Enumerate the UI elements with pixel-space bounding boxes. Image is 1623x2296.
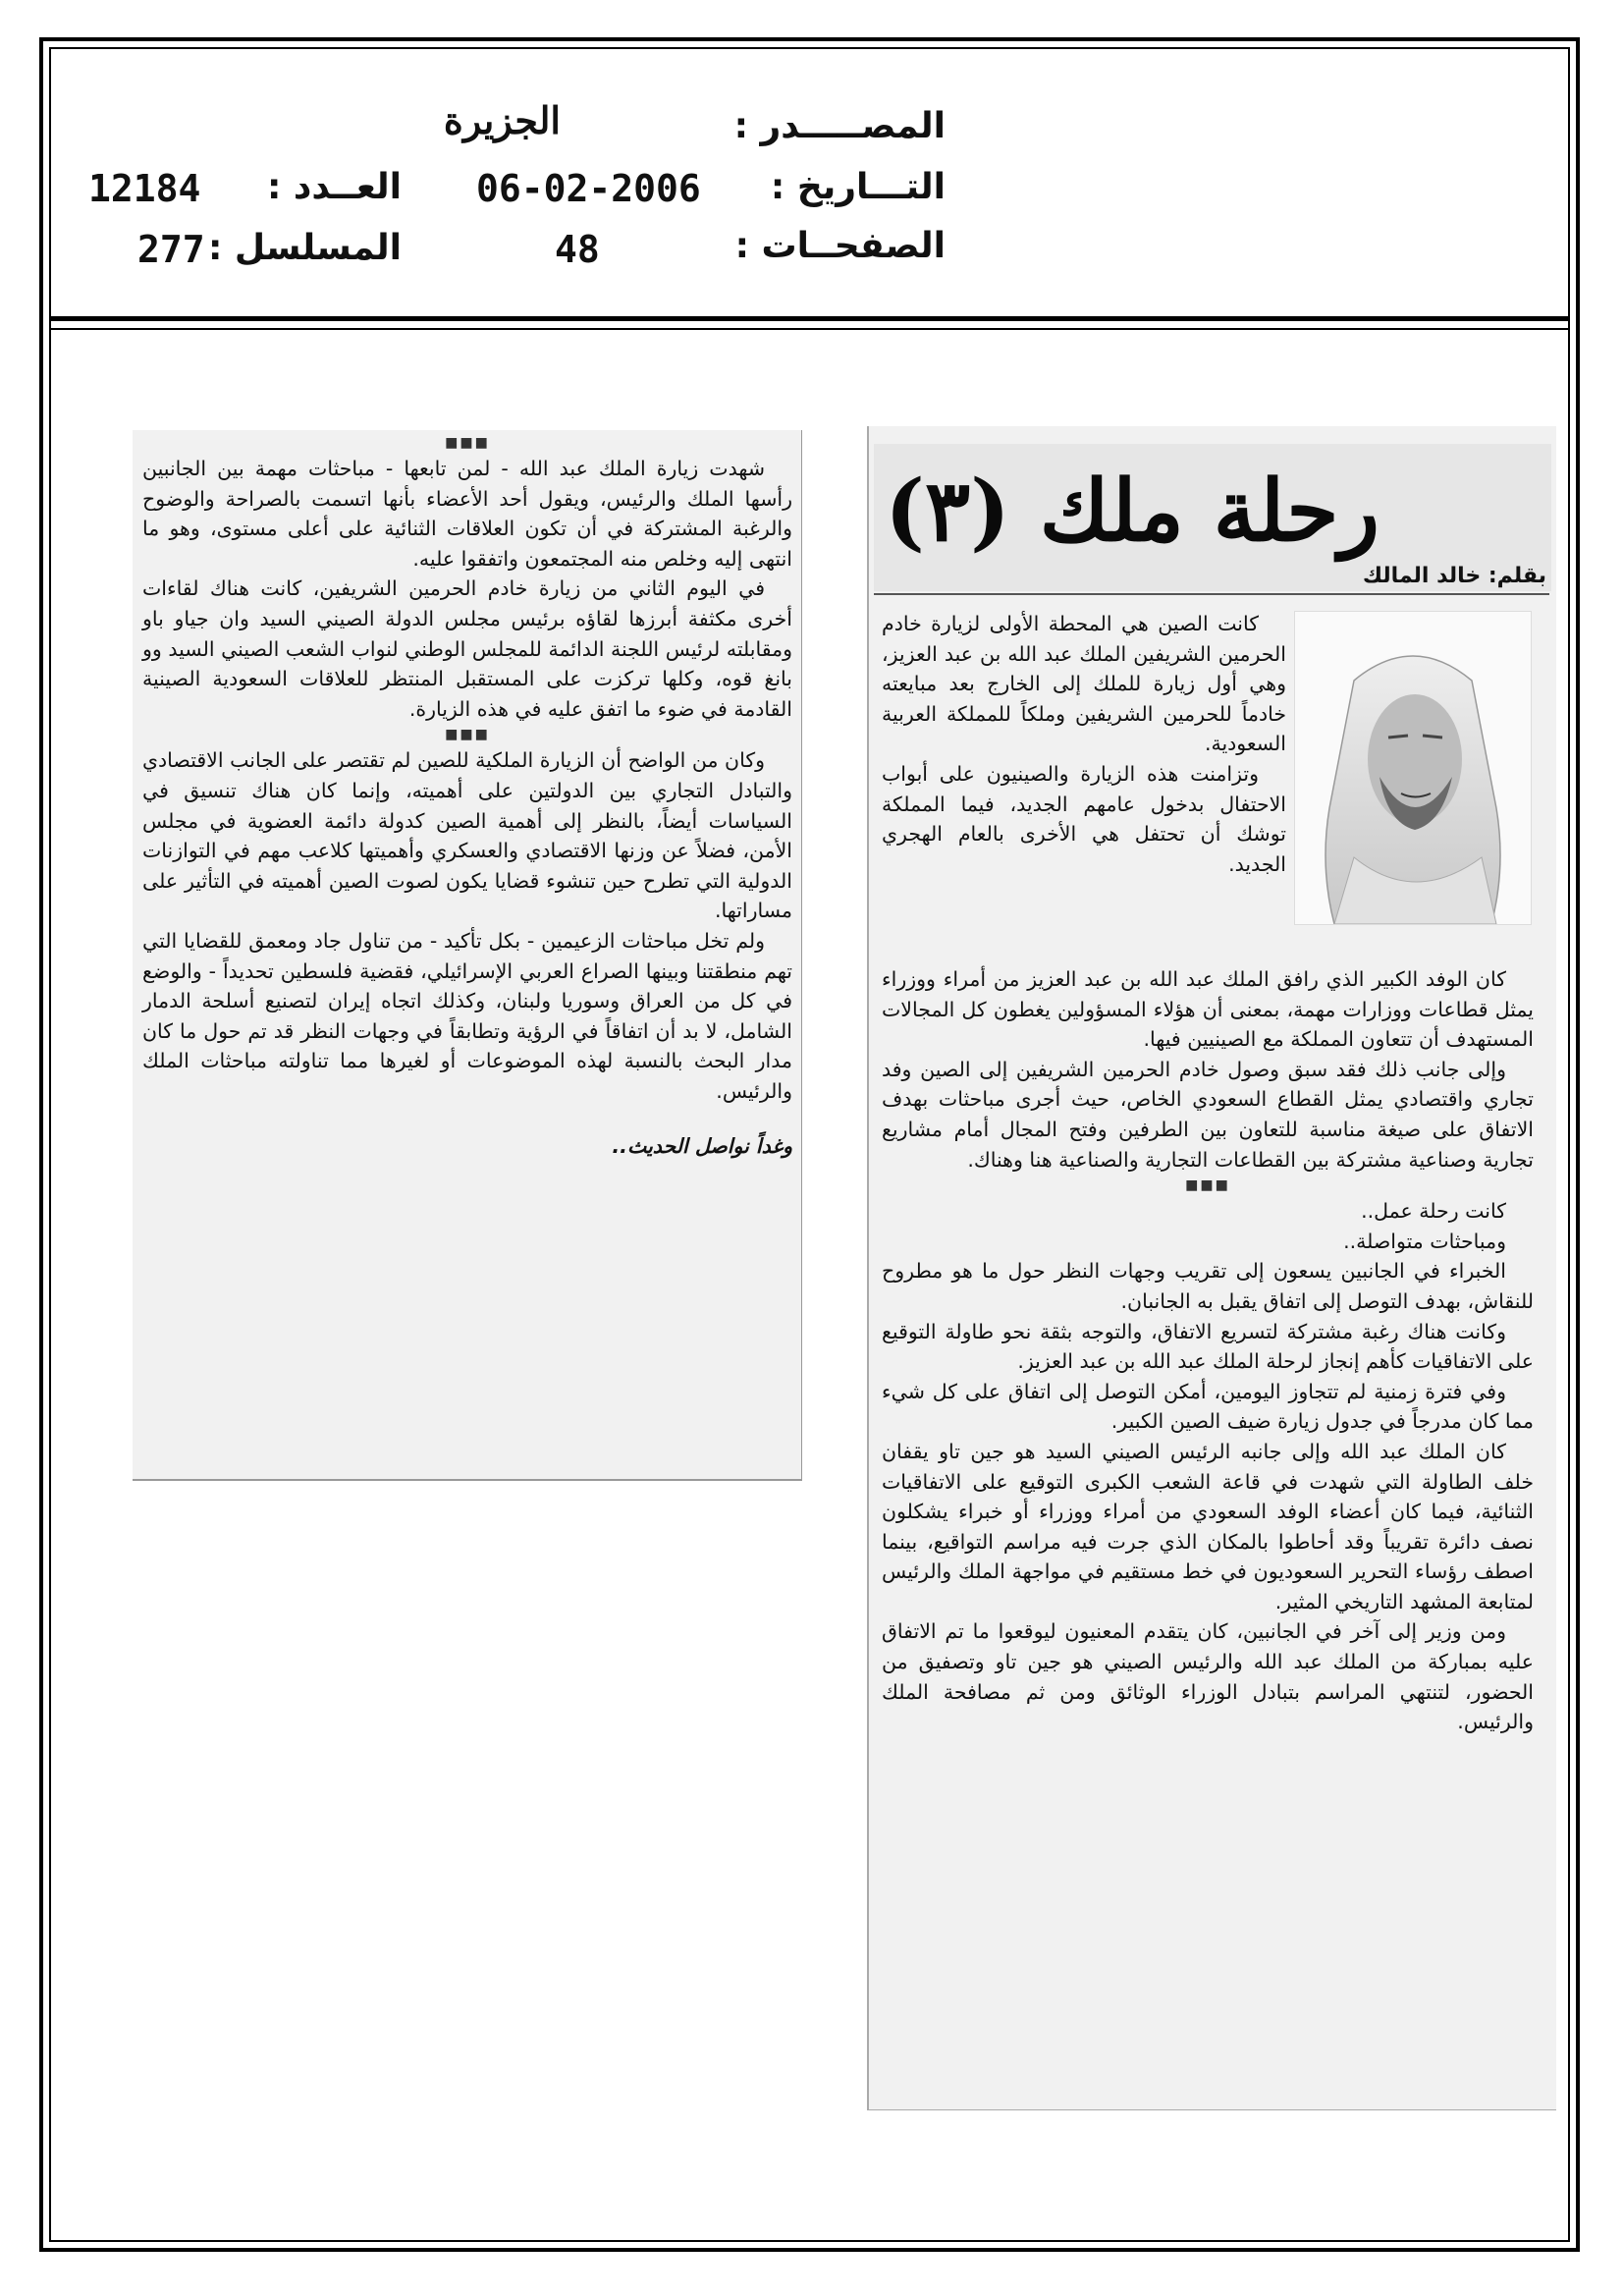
- right-after-paragraph-4: وكانت هناك رغبة مشتركة لتسريع الاتفاق، والتوجه بثقة نحو طاولة التوقيع على الاتفاقيات كأهم إنجاز لرحلة الملك عبد الله بن عبد العزيز.: [882, 1319, 1534, 1374]
- right-after-paragraph-6: كان الملك عبد الله وإلى جانبه الرئيس الصيني السيد هو جين تاو يقفان خلف الطاولة التي شهدت في قاعة الشعب الكبرى التوقيع على الاتفاقيات الثنائية، فيما كان أعضاء الوفد السعودي من أمراء ووزراء أو خبراء يشكلون نصف دائرة تقريباً وقد أحاطوا بالمكان الذي جرت فيه مراسم التواقيع، بينما اصطف رؤساء التحرير السعوديون في خط مستقيم في مواجهة الملك والرئيس لمتابعة المشهد التاريخي المثير.: [882, 1439, 1534, 1613]
- left-column-block: [142, 432, 792, 1162]
- section-separator-left-1: ■■■: [445, 435, 490, 451]
- issue-label: العــدد :: [267, 167, 402, 207]
- date-value: 06-02-2006: [476, 167, 701, 210]
- right-intro-paragraph-1: كانت الصين هي المحطة الأولى لزيارة خادم الحرمين الشريفين الملك عبد الله بن عبد العزيز، وهي أول زيارة للملك إلى الخارج بعد مبايعته خادماً للحرمين الشريفين وملكاً للمملكة العربية السعودية.: [882, 612, 1286, 756]
- author-photo: [1294, 611, 1532, 925]
- source-value: الجزيرة: [443, 98, 561, 142]
- pages-value: 48: [555, 228, 600, 271]
- right-main-paragraph-1: كان الوفد الكبير الذي رافق الملك عبد الله بن عبد العزيز من أمراء ووزراء يمثل قطاعات ووزارات مهمة، بمعنى أن هؤلاء المسؤولين يغطون كل المجالات المستهدف أن تتعاون المملكة مع الصينيين فيها.: [882, 967, 1534, 1052]
- right-intro-paragraph-2: وتزامنت هذه الزيارة والصينيون على أبواب الاحتفال بدخول عامهم الجديد، فيما المملكة توشك أن تحتفل هي الأخرى بالعام الهجري الجديد.: [882, 761, 1286, 876]
- closing-line: وغداً نواصل الحديث..: [612, 1134, 792, 1159]
- right-intro-block: [882, 609, 1286, 879]
- date-label: التـــاريخ :: [770, 167, 946, 207]
- serial-value: 277: [137, 228, 205, 271]
- header-divider: [49, 316, 1570, 321]
- article-byline: بقلم: خالد المالك: [1362, 564, 1546, 588]
- section-separator-right: ■■■: [1185, 1177, 1230, 1194]
- left-paragraph-4: ولم تخل مباحثات الزعيمين - بكل تأكيد - من تناول جاد ومعمق للقضايا التي تهم منطقتنا وبينها الصراع العربي الإسرائيلي، فقضية فلسطين تحديداً - والوضع في كل من العراق وسوريا ولبنان، وكذلك اتجاه إيران لتصنيع أسلحة الدمار الشامل، لا بد أن اتفاقاً في الرؤية وتطابقاً في وجهات النظر قد تم حول ما كان مدار البحث بالنسبة لهذه الموضوعات أو لغيرها مما تناولته مباحثات الملك والرئيس.: [142, 928, 792, 1103]
- right-after-paragraph-7: ومن وزير إلى آخر في الجانبين، كان يتقدم المعنيون ليوقعوا ما تم الاتفاق عليه بمباركة من الملك عبد الله والرئيس الصيني هو جين تاو وتصفيق من الحضور، لتنتهي المراسم بتبادل الوزراء الوثائق ومن ثم مصافحة الملك والرئيس.: [882, 1619, 1534, 1734]
- left-paragraph-3: وكان من الواضح أن الزيارة الملكية للصين لم تقتصر على الجانب الاقتصادي والتبادل التجاري بين الدولتين على أهميته، وإنما كان هناك تنسيق في السياسات أيضاً، بالنظر إلى أهمية الصين كدولة دائمة العضوية في مجلس الأمن، فضلاً عن وزنها الاقتصادي والعسكري وأهميتها كلاعب مهم في التوازنات الدولية التي تطرح حين تنشوء قضايا يكون لصوت الصين أهميته في التأثير على مساراتها.: [142, 748, 792, 923]
- serial-label: المسلسل :: [207, 228, 402, 268]
- author-portrait-illustration: [1295, 612, 1531, 924]
- right-main-paragraph-2: وإلى جانب ذلك فقد سبق وصول خادم الحرمين الشريفين إلى الصين وفد تجاري واقتصادي يمثل القطاع السعودي الخاص، حيث أجرى مباحثات بهدف الاتفاق على صيغة مناسبة للتعاون بين الطرفين وفتح المجال أمام مشاريع تجارية وصناعية مشتركة بين القطاعات التجارية والصناعية هنا وهناك.: [882, 1057, 1534, 1172]
- right-after-paragraph-3: الخبراء في الجانبين يسعون إلى تقريب وجهات النظر حول ما هو مطروح للنقاش، بهدف التوصل إلى اتفاق يقبل به الجانبان.: [882, 1259, 1534, 1313]
- right-main-block: [882, 964, 1534, 1737]
- byline-rule: [874, 593, 1549, 595]
- right-after-paragraph-5: وفي فترة زمنية لم تتجاوز اليومين، أمكن التوصل إلى اتفاق على كل شيء مما كان مدرجاً في جدول زيارة ضيف الصين الكبير.: [882, 1379, 1534, 1434]
- section-separator-left-2: ■■■: [445, 727, 490, 743]
- source-label: المصـــــدر :: [733, 106, 946, 146]
- right-after-line-2: ومباحثات متواصلة..: [1343, 1229, 1506, 1253]
- left-paragraph-1: شهدت زيارة الملك عبد الله - لمن تابعها - مباحثات مهمة بين الجانبين رأسها الملك والرئيس، ويقول أحد الأعضاء بأنها اتسمت بالصراحة والوضوح والرغبة المشتركة في أن تكون العلاقات الثنائية على أعلى مستوى، وهو ما انتهى إليه وخلص منه المجتمعون واتفقوا عليه.: [142, 457, 792, 571]
- right-after-line-1: كانت رحلة عمل..: [1361, 1199, 1506, 1224]
- pages-label: الصفحــات :: [734, 226, 946, 266]
- left-paragraph-2: في اليوم الثاني من زيارة خادم الحرمين الشريفين، كانت هناك لقاءات أخرى مكثفة أبرزها لقاؤه برئيس مجلس الدولة الصيني السيد وان جياو باو ومقابلته لرئيس اللجنة الدائمة للمجلس الوطني لنواب الشعب الصيني السيد وو بانغ قوه، وكلها تركزت على المستقبل المنتظر للعلاقات السعودية الصينية القادمة في ضوء ما اتفق عليه في هذه الزيارة.: [142, 576, 792, 721]
- header-divider-thin: [49, 328, 1570, 330]
- article-title: رحلة ملك (٣): [885, 462, 1380, 561]
- issue-value: 12184: [88, 167, 201, 210]
